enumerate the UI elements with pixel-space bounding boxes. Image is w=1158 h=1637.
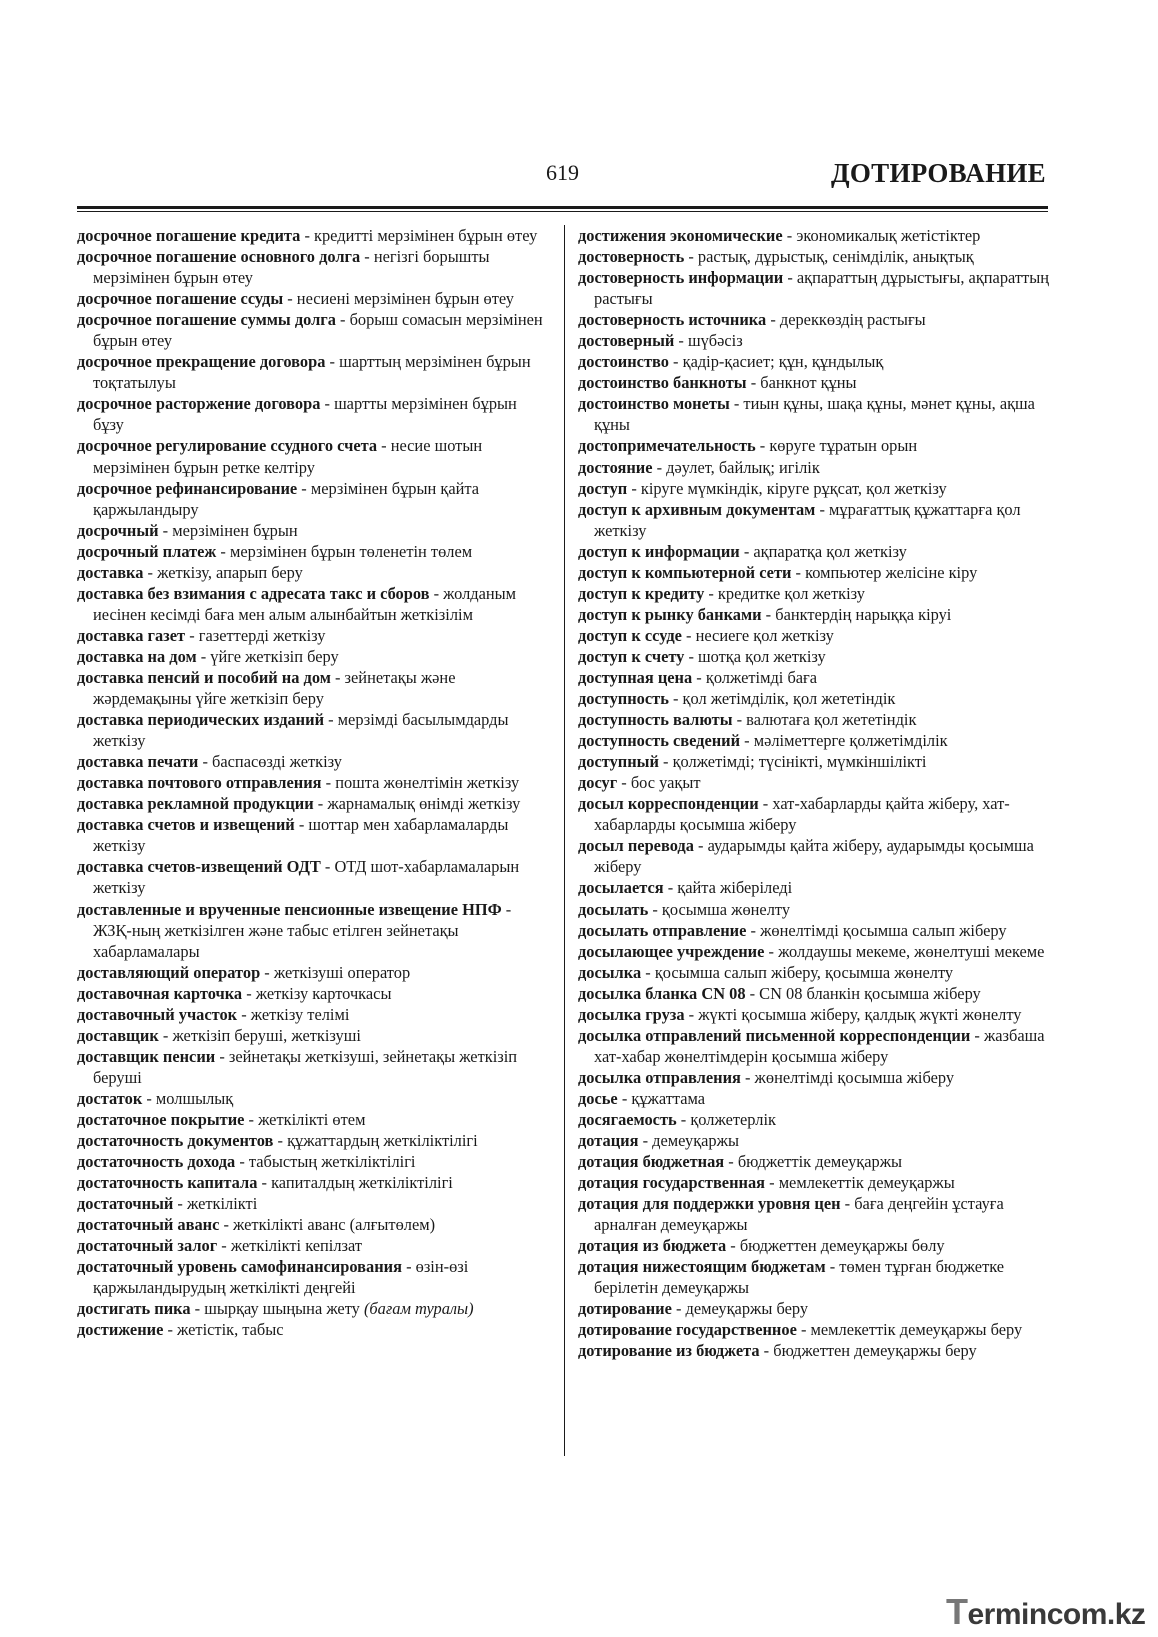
- dictionary-entry: доступность - қол жетімділік, қол жететіндік: [578, 689, 896, 709]
- entry-term: досье: [578, 1088, 618, 1108]
- entry-term: доставочная карточка: [77, 983, 243, 1003]
- entry-term: доступ к рынку банками: [578, 604, 762, 624]
- dictionary-entry: достаточный аванс - жеткілікті аванс (алғытөлем): [77, 1215, 436, 1235]
- entry-definition: құжаттардың жеткіліктілігі: [287, 1131, 478, 1151]
- entry-term: досыл корреспонденции: [578, 794, 759, 814]
- entry-term: достаточный залог: [77, 1236, 218, 1256]
- dictionary-entry: доставочная карточка - жеткізу карточкасы: [77, 983, 392, 1003]
- entry-definition: экономикалық жетістіктер: [796, 226, 981, 245]
- entry-definition: қол жетімділік, қол жететіндік: [682, 689, 896, 709]
- entry-definition: жолдаушы мекеме, жөнелтуші мекеме: [778, 941, 1045, 961]
- site-watermark: [946, 1591, 1145, 1633]
- entry-definition: банктердің нарыққа кіруі: [775, 604, 952, 624]
- entry-definition: қадір-қасиет; құн, құндылық: [682, 352, 884, 372]
- entry-definition: баспасөзді жеткізу: [212, 752, 342, 772]
- entry-term: достаточность дохода: [77, 1152, 236, 1172]
- dictionary-entry: достоверность - растық, дұрыстық, сенімділік, анықтық: [578, 247, 974, 267]
- entry-definition: несиені мерзімінен бұрын өтеу: [296, 289, 514, 309]
- dictionary-entry: дотация нижестоящим бюджетам - төмен тұрған бюджетке берілетін демеуқаржы: [578, 1257, 1005, 1298]
- entry-definition: қолжетерлік: [690, 1109, 776, 1129]
- entry-term: достаточный аванс: [77, 1215, 220, 1235]
- entry-term: досыл перевода: [578, 836, 694, 856]
- dictionary-entry: доставка на дом - үйге жеткізіп беру: [77, 646, 339, 666]
- dictionary-entry: доставляющий оператор - жеткізуші оператор: [77, 962, 411, 982]
- dictionary-entry: досылать отправление - жөнелтімді қосымша салып жіберу: [578, 920, 1007, 940]
- dictionary-entry: достоинство монеты - тиын құны, шақа құны, мәнет құны, ақша құны: [578, 394, 1035, 435]
- column-divider: [564, 225, 565, 1456]
- entry-definition: мерзімінен бұрын қайта қаржыландыру: [93, 478, 480, 519]
- dictionary-entry: доставка счетов и извещений - шоттар мен хабарламаларды жеткізу: [77, 815, 509, 856]
- entry-definition: бос уақыт: [630, 773, 701, 793]
- entry-definition: бюджеттен демеуқаржы беру: [773, 1341, 977, 1361]
- entry-term: доставка газет: [77, 625, 186, 645]
- entry-term: досрочное расторжение договора: [77, 394, 321, 414]
- entry-term: достаточный: [77, 1194, 174, 1214]
- entry-term: доступность: [578, 689, 669, 709]
- entry-term: доставка печати: [77, 752, 199, 772]
- dictionary-entry: доставка печати - баспасөзді жеткізу: [77, 752, 342, 772]
- dictionary-entry: дотирование из бюджета - бюджеттен демеуқаржы беру: [578, 1341, 977, 1361]
- entry-definition: жеткізу карточкасы: [255, 983, 392, 1003]
- entry-term: достоинство монеты: [578, 394, 730, 414]
- dictionary-entry: дотирование государственное - мемлекеттік демеуқаржы беру: [578, 1320, 1023, 1340]
- entry-definition: негізгі борышты мерзімінен бұрын өтеу: [93, 247, 490, 288]
- entry-term: доставщик: [77, 1025, 159, 1045]
- dictionary-entry: досягаемость - қолжетерлік: [578, 1109, 776, 1129]
- entry-definition: жарнамалық өнімді жеткізу: [327, 794, 521, 814]
- dictionary-entry: досрочное рефинансирование - мерзімінен бұрын қайта қаржыландыру: [77, 478, 480, 519]
- entry-term: досуг: [578, 773, 618, 793]
- entry-definition: бюджеттен демеуқаржы бөлу: [739, 1236, 945, 1256]
- entry-term: доставляющий оператор: [77, 962, 261, 982]
- dictionary-entry: достижение - жетістік, табыс: [77, 1320, 284, 1340]
- entry-definition: мәліметтерге қолжетімділік: [753, 731, 948, 751]
- entry-term: доставка почтового отправления: [77, 773, 322, 793]
- entry-definition: шотқа қол жеткізу: [698, 646, 826, 666]
- entry-term: доступ к ссуде: [578, 625, 682, 645]
- entry-term: доступ к счету: [578, 646, 685, 666]
- entry-definition: капиталдың жеткіліктілігі: [271, 1173, 453, 1193]
- entry-term: досрочное регулирование ссудного счета: [77, 436, 378, 456]
- entry-definition: компьютер желісіне кіру: [805, 562, 978, 582]
- entry-definition: шырқау шыңына жету: [204, 1299, 360, 1319]
- entry-definition: зейнетақы және жәрдемақыны үйге жеткізіп беру: [93, 667, 456, 709]
- entry-definition: ОТД шот-хабарламаларын жеткізу: [93, 857, 520, 898]
- entry-term: дотирование из бюджета: [578, 1341, 760, 1361]
- entry-term: досылается: [578, 878, 664, 898]
- entry-term: доставка на дом: [77, 646, 197, 666]
- entry-term: дотация государственная: [578, 1173, 766, 1193]
- dictionary-entry: доступ - кіруге мүмкіндік, кіруге рұқсат, қол жеткізу: [578, 478, 947, 498]
- entry-term: достаточность капитала: [77, 1173, 258, 1193]
- entry-definition: үйге жеткізіп беру: [210, 646, 339, 666]
- entry-term: досрочный: [77, 520, 159, 540]
- dictionary-entry: достоверность источника - дереккөздің растығы: [578, 310, 926, 330]
- dictionary-entry: достаточный - жеткілікті: [77, 1194, 258, 1214]
- entry-term: досрочное погашение суммы долга: [77, 310, 336, 330]
- entry-definition: мерзімінен бұрын төленетін төлем: [229, 541, 473, 561]
- entry-term: досылка бланка CN 08: [578, 983, 746, 1003]
- entry-term: достаточное покрытие: [77, 1109, 245, 1129]
- entry-term: доступность сведений: [578, 731, 741, 751]
- entry-term: достоверность: [578, 247, 685, 267]
- entry-definition: мемлекеттік демеуқаржы беру: [810, 1320, 1023, 1340]
- dictionary-entry: дотация бюджетная - бюджеттік демеуқаржы: [578, 1152, 903, 1172]
- entry-definition: жеткізу телімі: [250, 1004, 350, 1024]
- dictionary-entry: доступ к рынку банками - банктердің нарыққа кіруі: [578, 604, 952, 624]
- entry-definition: пошта жөнелтімін жеткізу: [335, 773, 520, 793]
- entry-definition: жазбаша хат-хабар жөнелтімдерін қосымша жіберу: [594, 1025, 1045, 1066]
- entry-term: досылка отправления: [578, 1067, 741, 1087]
- dictionary-entry: досылка груза - жүкті қосымша жіберу, қалдық жүкті жөнелту: [578, 1004, 1022, 1024]
- entry-term: достопримечательность: [578, 436, 756, 456]
- entry-term: дотация из бюджета: [578, 1236, 727, 1256]
- dictionary-entry: доставочный участок - жеткізу телімі: [77, 1004, 350, 1024]
- entry-definition: демеуқаржы беру: [685, 1299, 809, 1319]
- entry-definition: жеткілікті өтем: [258, 1109, 366, 1129]
- dictionary-entry: доступ к компьютерной сети - компьютер желісіне кіру: [578, 562, 978, 582]
- dictionary-entry: досылающее учреждение - жолдаушы мекеме, жөнелтуші мекеме: [578, 941, 1045, 961]
- dictionary-entry: достоинство банкноты - банкнот құны: [578, 373, 857, 393]
- dictionary-entry: досрочный - мерзімінен бұрын: [77, 520, 298, 540]
- entry-definition: кредитке қол жеткізу: [717, 583, 865, 603]
- entry-term: доставленные и врученные пенсионные извещение НПФ: [77, 899, 502, 919]
- dictionary-entry: достоверный - шүбәсіз: [578, 331, 743, 351]
- header-rule-thick: [77, 206, 1048, 209]
- dictionary-entry: доставка - жеткізу, апарып беру: [77, 562, 303, 582]
- dictionary-entry: достаток - молшылық: [77, 1088, 234, 1108]
- dictionary-entry: достаточность капитала - капиталдың жеткіліктілігі: [77, 1173, 453, 1193]
- entry-definition: шоттар мен хабарламаларды жеткізу: [93, 815, 509, 856]
- entry-term: досылать: [578, 899, 649, 919]
- entry-definition: жеткілікті кепілзат: [230, 1236, 363, 1256]
- dictionary-entry: дотация для поддержки уровня цен - баға деңгейін ұстауға арналған демеуқаржы: [578, 1194, 1004, 1235]
- left-column: [77, 225, 549, 1340]
- entry-term: достоверность источника: [578, 310, 767, 330]
- dictionary-entry: досылка - қосымша салып жіберу, қосымша жөнелту: [578, 962, 954, 982]
- dictionary-entry: доступная цена - қолжетімді баға: [578, 667, 818, 687]
- dictionary-entry: доставка периодических изданий - мерзімді басылымдарды жеткізу: [77, 710, 509, 751]
- entry-term: дотация бюджетная: [578, 1152, 725, 1172]
- dictionary-entry: досылка бланка CN 08 - CN 08 бланкін қосымша жіберу: [578, 983, 981, 1003]
- entry-definition: демеуқаржы: [652, 1131, 739, 1151]
- entry-definition: зейнетақы жеткізуші, зейнетақы жеткізіп беруші: [93, 1046, 518, 1087]
- entry-definition: жеткілікті: [186, 1194, 258, 1214]
- entry-definition: көруге тұратын орын: [769, 436, 918, 456]
- dictionary-entry: доставщик - жеткізіп беруші, жеткізуші: [77, 1025, 361, 1045]
- header-rule-thin: [77, 211, 1048, 212]
- entry-definition: борыш сомасын мерзімінен бұрын өтеу: [93, 310, 543, 351]
- entry-definition: кіруге мүмкіндік, кіруге рұқсат, қол жеткізу: [640, 478, 947, 498]
- entry-definition: төмен тұрған бюджетке берілетін демеуқаржы: [594, 1257, 1005, 1298]
- entry-term: доставка: [77, 562, 144, 582]
- entry-definition: дәулет, байлық; игілік: [666, 457, 820, 477]
- entry-term: достижения экономические: [578, 226, 783, 245]
- entry-definition: шүбәсіз: [687, 331, 743, 351]
- dictionary-entry: доставщик пенсии - зейнетақы жеткізуші, зейнетақы жеткізіп беруші: [77, 1046, 518, 1087]
- dictionary-entry: доставка рекламной продукции - жарнамалық өнімді жеткізу: [77, 794, 521, 814]
- dictionary-entry: досылка отправлений письменной корреспонденции - жазбаша хат-хабар жөнелтімдерін қосымша жіберу: [578, 1025, 1045, 1066]
- entry-term: достаточный уровень самофинансирования: [77, 1257, 402, 1277]
- entry-definition: валютаға қол жететіндік: [746, 710, 917, 730]
- entry-term: доставка счетов и извещений: [77, 815, 295, 835]
- dictionary-entry: дотирование - демеуқаржы беру: [578, 1299, 809, 1319]
- entry-definition: бюджеттік демеуқаржы: [737, 1152, 903, 1172]
- entry-term: доставка рекламной продукции: [77, 794, 314, 814]
- entry-term: досылать отправление: [578, 920, 747, 940]
- entry-term: доставочный участок: [77, 1004, 238, 1024]
- dictionary-entry: доступ к информации - ақпаратқа қол жеткізу: [578, 541, 907, 561]
- entry-definition: жеткізіп беруші, жеткізуші: [172, 1025, 361, 1045]
- entry-definition: құжаттама: [631, 1088, 706, 1108]
- entry-term: достоверность информации: [578, 268, 784, 288]
- page-number: 619: [546, 160, 579, 185]
- entry-term: досрочное погашение основного долга: [77, 247, 361, 267]
- entry-definition: шартты мерзімінен бұрын бұзу: [93, 394, 517, 435]
- entry-definition: жөнелтімді қосымша жіберу: [754, 1067, 955, 1087]
- entry-term: досылка груза: [578, 1004, 685, 1024]
- entry-definition: мерзімді басылымдарды жеткізу: [93, 710, 509, 751]
- entry-term: достаточность документов: [77, 1131, 274, 1151]
- dictionary-entry: досрочное погашение основного долга - негізгі борышты мерзімінен бұрын өтеу: [77, 247, 490, 288]
- dictionary-entry: доступность валюты - валютаға қол жететіндік: [578, 710, 917, 730]
- entry-term: доступ к информации: [578, 541, 740, 561]
- entry-definition: растық, дұрыстық, сенімділік, анықтық: [697, 247, 974, 267]
- entry-definition: жеткізу, апарып беру: [157, 562, 303, 582]
- entry-definition: несиеге қол жеткізу: [695, 625, 834, 645]
- entry-term: досылка отправлений письменной корреспонденции: [578, 1025, 971, 1045]
- dictionary-entry: доступ к кредиту - кредитке қол жеткізу: [578, 583, 865, 603]
- dictionary-entry: досрочный платеж - мерзімінен бұрын төленетін төлем: [77, 541, 473, 561]
- entry-definition: қайта жіберіледі: [677, 878, 793, 898]
- watermark-initial: T: [946, 1591, 968, 1632]
- entry-definition: қосымша салып жіберу, қосымша жөнелту: [654, 962, 954, 982]
- entry-term: досылающее учреждение: [578, 941, 765, 961]
- entry-definition: CN 08 бланкін қосымша жіберу: [759, 983, 981, 1003]
- dictionary-entry: дотация государственная - мемлекеттік демеуқаржы: [578, 1173, 955, 1193]
- entry-term: достаток: [77, 1088, 143, 1108]
- entry-term: достояние: [578, 457, 653, 477]
- entry-definition: жетістік, табыс: [177, 1320, 284, 1340]
- entry-definition: жеткілікті аванс (алғытөлем): [233, 1215, 436, 1235]
- entry-term: досрочное погашение кредита: [77, 226, 301, 245]
- entry-definition: тиын құны, шақа құны, мәнет құны, ақша құны: [594, 394, 1035, 435]
- entry-definition: жүкті қосымша жіберу, қалдық жүкті жөнелту: [698, 1004, 1022, 1024]
- dictionary-entry: достоинство - қадір-қасиет; құн, құндылық: [578, 352, 884, 372]
- entry-term: дотация для поддержки уровня цен: [578, 1194, 841, 1214]
- entry-definition: несие шотын мерзімінен бұрын ретке келтіру: [93, 436, 483, 477]
- running-head: ДОТИРОВАНИЕ: [830, 158, 1046, 188]
- dictionary-entry: доставка без взимания с адресата такс и сборов - жолданым иесінен кесімді баға мен алым алынбайтын жеткізілім: [77, 583, 517, 624]
- dictionary-entry: достаточный уровень самофинансирования - өзін-өзі қаржыландырудың жеткілікті деңгейі: [77, 1257, 469, 1298]
- entry-definition: ЖЗҚ-ның жеткізілген және табыс етілген зейнетақы хабарламалары: [93, 920, 459, 961]
- dictionary-entry: доставка почтового отправления - пошта жөнелтімін жеткізу: [77, 773, 520, 793]
- dictionary-entry: достаточный залог - жеткілікті кепілзат: [77, 1236, 363, 1256]
- dictionary-entry: достигать пика - шырқау шыңына жету (бағам туралы): [77, 1299, 474, 1319]
- entry-definition: мерзімінен бұрын: [172, 520, 298, 540]
- entry-term: достоинство банкноты: [578, 373, 747, 393]
- dictionary-entry: доступ к счету - шотқа қол жеткізу: [578, 646, 826, 666]
- entry-definition: ақпараттың дұрыстығы, ақпараттың растығы: [594, 268, 1049, 309]
- entry-term: дотация: [578, 1131, 639, 1151]
- entry-definition: кредитті мерзімінен бұрын өтеу: [314, 226, 538, 245]
- entry-definition: молшылық: [155, 1088, 234, 1108]
- entry-definition: қолжетімді баға: [705, 667, 818, 687]
- entry-term: доступ: [578, 478, 628, 498]
- watermark-text: ermincom.kz: [967, 1598, 1146, 1631]
- dictionary-entry: дотация - демеуқаржы: [578, 1131, 739, 1151]
- entry-term: доступный: [578, 752, 659, 772]
- entry-definition: жолданым иесінен кесімді баға мен алым алынбайтын жеткізілім: [93, 583, 517, 624]
- dictionary-entry: досыл корреспонденции - хат-хабарларды қайта жіберу, хат-хабарларды қосымша жіберу: [578, 794, 1010, 835]
- entry-definition: қосымша жөнелту: [661, 899, 791, 919]
- entry-definition: дереккөздің растығы: [779, 310, 926, 330]
- entry-definition: мұрағаттық құжаттарға қол жеткізу: [594, 499, 1021, 540]
- entry-term: досрочный платеж: [77, 541, 217, 561]
- dictionary-entry: досье - құжаттама: [578, 1088, 706, 1108]
- entry-definition: мемлекеттік демеуқаржы: [778, 1173, 955, 1193]
- dictionary-entry: досрочное погашение кредита - кредитті мерзімінен бұрын өтеу: [77, 226, 538, 245]
- dictionary-entry: доступность сведений - мәліметтерге қолжетімділік: [578, 731, 948, 751]
- dictionary-entry: доступный - қолжетімді; түсінікті, мүмкіншілікті: [578, 752, 927, 772]
- dictionary-entry: досылка отправления - жөнелтімді қосымша жіберу: [578, 1067, 955, 1087]
- dictionary-entry: доставка газет - газеттерді жеткізу: [77, 625, 326, 645]
- entry-term: доступ к кредиту: [578, 583, 705, 603]
- dictionary-entry: досуг - бос уақыт: [578, 773, 701, 793]
- dictionary-entry: досыл перевода - аударымды қайта жіберу, аударымды қосымша жіберу: [578, 836, 1034, 877]
- entry-term: доставка пенсий и пособий на дом: [77, 667, 331, 687]
- entry-note: (бағам туралы): [363, 1299, 474, 1319]
- dictionary-entry: досылать - қосымша жөнелту: [578, 899, 791, 919]
- entry-term: доступная цена: [578, 667, 693, 687]
- entry-term: достижение: [77, 1320, 164, 1340]
- entry-term: досрочное рефинансирование: [77, 478, 298, 498]
- entry-definition: табыстың жеткіліктілігі: [248, 1152, 416, 1172]
- dictionary-entry: доставленные и врученные пенсионные извещение НПФ - ЖЗҚ-ның жеткізілген және табыс етілген зейнетақы хабарламалары: [77, 899, 512, 961]
- dictionary-entry: дотация из бюджета - бюджеттен демеуқаржы бөлу: [578, 1236, 945, 1256]
- entry-term: дотирование государственное: [578, 1320, 797, 1340]
- dictionary-entry: досрочное погашение суммы долга - борыш сомасын мерзімінен бұрын өтеу: [77, 310, 543, 351]
- entry-definition: жөнелтімді қосымша салып жіберу: [760, 920, 1007, 940]
- entry-definition: ақпаратқа қол жеткізу: [753, 541, 907, 561]
- entry-definition: банкнот құны: [760, 373, 857, 393]
- entry-term: досылка: [578, 962, 642, 982]
- dictionary-entry: досрочное прекращение договора - шарттың мерзімінен бұрын тоқтатылуы: [77, 352, 531, 393]
- dictionary-entry: доставка счетов-извещений ОДТ - ОТД шот-хабарламаларын жеткізу: [77, 857, 520, 898]
- dictionary-entry: достаточное покрытие - жеткілікті өтем: [77, 1109, 366, 1129]
- dictionary-entry: достоверность информации - ақпараттың дұрыстығы, ақпараттың растығы: [578, 268, 1049, 309]
- entry-term: доступ к компьютерной сети: [578, 562, 792, 582]
- dictionary-entry: достопримечательность - көруге тұратын орын: [578, 436, 918, 456]
- entry-term: достоинство: [578, 352, 669, 372]
- dictionary-entry: доступ к архивным документам - мұрағаттық құжаттарға қол жеткізу: [578, 499, 1021, 540]
- entry-term: доставщик пенсии: [77, 1046, 216, 1066]
- dictionary-entry: доступ к ссуде - несиеге қол жеткізу: [578, 625, 834, 645]
- entry-definition: шарттың мерзімінен бұрын тоқтатылуы: [93, 352, 531, 393]
- entry-definition: қолжетімді; түсінікті, мүмкіншілікті: [672, 752, 927, 772]
- entry-term: достигать пика: [77, 1299, 191, 1319]
- entry-term: доставка без взимания с адресата такс и сборов: [77, 583, 430, 603]
- dictionary-entry: достижения экономические - экономикалық жетістіктер: [578, 226, 981, 245]
- entry-term: досягаемость: [578, 1109, 677, 1129]
- entry-term: доставка счетов-извещений ОДТ: [77, 857, 321, 877]
- entry-definition: өзін-өзі қаржыландырудың жеткілікті деңгейі: [93, 1257, 469, 1298]
- dictionary-entry: досрочное погашение ссуды - несиені мерзімінен бұрын өтеу: [77, 289, 514, 309]
- entry-term: доставка периодических изданий: [77, 710, 325, 730]
- entry-definition: аударымды қайта жіберу, аударымды қосымша жіберу: [594, 836, 1034, 877]
- dictionary-entry: достояние - дәулет, байлық; игілік: [578, 457, 820, 477]
- entry-term: дотирование: [578, 1299, 672, 1319]
- dictionary-entry: достаточность документов - құжаттардың жеткіліктілігі: [77, 1131, 478, 1151]
- entry-term: досрочное прекращение договора: [77, 352, 326, 372]
- dictionary-entry: досрочное расторжение договора - шартты мерзімінен бұрын бұзу: [77, 394, 517, 435]
- entry-definition: баға деңгейін ұстауға арналған демеуқаржы: [594, 1194, 1004, 1235]
- entry-definition: хат-хабарларды қайта жіберу, хат-хабарларды қосымша жіберу: [594, 794, 1010, 835]
- entry-term: достоверный: [578, 331, 675, 351]
- dictionary-entry: досрочное регулирование ссудного счета - несие шотын мерзімінен бұрын ретке келтіру: [77, 436, 483, 477]
- entry-definition: жеткізуші оператор: [273, 962, 411, 982]
- dictionary-entry: досылается - қайта жіберіледі: [578, 878, 793, 898]
- entry-term: досрочное погашение ссуды: [77, 289, 284, 309]
- entry-term: дотация нижестоящим бюджетам: [578, 1257, 826, 1277]
- dictionary-entry: доставка пенсий и пособий на дом - зейнетақы және жәрдемақыны үйге жеткізіп беру: [77, 667, 456, 709]
- right-column: [578, 225, 1053, 1362]
- entry-definition: газеттерді жеткізу: [198, 625, 326, 645]
- entry-term: доступность валюты: [578, 710, 733, 730]
- dictionary-entry: достаточность дохода - табыстың жеткіліктілігі: [77, 1152, 416, 1172]
- entry-term: доступ к архивным документам: [578, 499, 816, 519]
